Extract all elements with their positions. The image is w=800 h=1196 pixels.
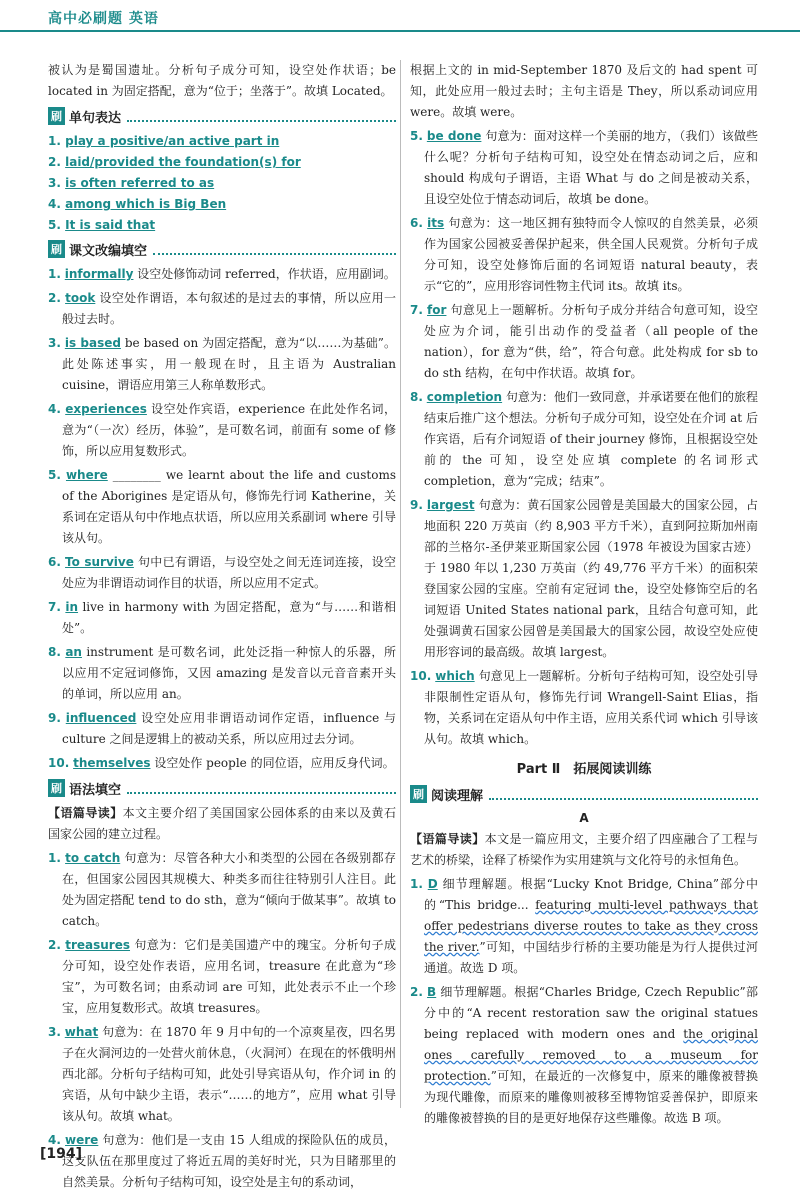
section-grammar-fill [48, 777, 396, 799]
section-reading [410, 783, 758, 805]
passage-guide: 【语篇导读】本文主要介绍了美国国家公园体系的由来以及黄石国家公园的建立过程。 [48, 806, 396, 841]
fill-item: 8. an instrument 是可数名词，此处泛指一种惊人的乐器，所以应用不定冠词修饰，又因 amazing 是发音以元音音素开头的单词，所以应用 an。 [48, 645, 396, 701]
part-title: Part Ⅱ 拓展阅读训练 [516, 762, 652, 777]
fill-item: 10. themselves 设空处作 people 的同位语，应用反身代词。 [48, 756, 395, 770]
sentence-answer: 2. laid/provided the foundation(s) for [48, 155, 301, 169]
fill-item: 6. To survive 句中已有谓语，与设空处之间无连词连接，设空处应为非谓语动词作目的状语，所以应用不定式。 [48, 555, 396, 590]
section-badge: 刷 [410, 785, 427, 803]
section-sentence-expression [48, 105, 396, 127]
section-dotted-rule [127, 110, 396, 122]
header-title: 高中必刷题 英语 [48, 11, 159, 27]
right-intro: 根据上文的 in mid-September 1870 及后文的 had spent 可知，此处应用一般过去时；主句主语是 They，所以系动词应用 were。故填 were。 [410, 63, 758, 119]
section-title: 课文改编填空 [69, 243, 148, 259]
header-rule [0, 30, 800, 32]
grammar-item: 6. its 句意为：这一地区拥有独特而令人惊叹的自然美景，必须作为国家公园被妥善保护起来，供全国人民观赏。分析句子成分可知，设空处修饰后面的名词短语 natural beauty，表示“它的”，应用形容词性物主代词 its。故填 its。 [410, 216, 758, 293]
sentence-answer: 1. play a positive/an active part in [48, 134, 280, 148]
grammar-item: 8. completion 句意为：他们一致同意，并承诺要在他们的旅程结束后推广这个想法。分析句子成分可知，设空处在介词 at 后作宾语，后有介词短语 of their journey 修饰，且根据设空处前的 the 可知，设空处应填 complete 的名词形式 completion，意为“完成；结束”。 [410, 390, 758, 488]
sentence-answer: 3. is often referred to as [48, 176, 215, 190]
fill-item: 4. experiences 设空处作宾语，experience 在此处作名词，意为“（一次）经历，体验”，是可数名词，前面有 some of 修饰，所以应用复数形式。 [48, 402, 396, 458]
grammar-item: 4. were 句意为：他们是一支由 15 人组成的探险队伍的成员，这支队伍在那里度过了将近五周的美好时光，只为目睹那里的自然美景。分析句子结构可知，设空处是主句的系动词， [48, 1133, 396, 1189]
fill-item: 9. influenced 设空处应用非谓语动词作定语，influence 与 culture 之间是逻辑上的被动关系，所以应用过去分词。 [48, 711, 396, 746]
sentence-answers [48, 131, 396, 236]
page-number: [194] [40, 1146, 83, 1162]
grammar-item: 3. what 句意为：在 1870 年 9 月中旬的一个凉爽星夜，四名男子在火洞河边的一处营火前休息，（火洞河）在现在的怀俄明州西北部。分析句子结构可知，此处引导宾语从句，作介词 in 的宾语，从句中缺少主语，表示“……的地方”，应用 what 引导该从句。故填 what。 [48, 1025, 396, 1123]
left-intro: 被认为是蜀国遗址。分析句子成分可知，设空处作状语；be located in 为固定搭配，意为“位于；坐落于”。故填 Located。 [48, 63, 396, 98]
passage-letter: A [579, 811, 589, 825]
grammar-item: 9. largest 句意为：黄石国家公园曾是美国最大的国家公园，占地面积 220 万英亩（约 8,903 平方千米），直到阿拉斯加州南部的兰格尔-圣伊莱亚斯国家公园（1978 年被设为国家古迹）于 1980 年以 1,230 万英亩（约 49,776 平方千米）的面积荣登国家公园的宝座。空前有定冠词 the，设空处修饰空后的名词短语 United States national park，且结合句意可知，此处强调黄石国家公园曾是美国最大的国家公园，故设空处应使用形容词的最高级。故填 largest。 [410, 498, 758, 659]
grammar-item: 1. to catch 句意为：尽管各种大小和类型的公园在各级别都存在，但国家公园因其规模大、种类多而往往特别引人注目。此处为固定搭配 tend to do sth，意为“倾向于做某事”。故填 to catch。 [48, 851, 396, 928]
reading-item: 2. B 细节理解题。根据“Charles Bridge, Czech Republic”部分中的“A recent restoration saw the original statues being replaced with modern ones and the original ones carefully removed to a museum for protection.”可知，在最近的一次修复中，原来的雕像被替换为现代雕像，而原来的雕像则被移至博物馆妥善保护，即原来的雕像被替换的目的是更好地保存这些雕像。故选 B 项。 [410, 985, 758, 1125]
column-divider [400, 60, 401, 1108]
sentence-answer: 4. among which is Big Ben [48, 197, 227, 211]
grammar-item: 5. be done 句意为：面对这样一个美丽的地方，（我们）该做些什么呢？分析句子结构可知，设空处在情态动词之后，应和 should 构成句子谓语，主语 What 与 do 之间是被动关系，且设空处位于情态动词后，故填 be done。 [410, 129, 758, 206]
left-column [48, 60, 396, 1196]
grammar-item: 2. treasures 句意为：它们是美国遗产中的瑰宝。分析句子成分可知，设空处作表语，应用名词，treasure 在此意为“珍宝”，为可数名词；由系动词 are 可知，此处表示不止一个珍宝，应用复数形式。故填 treasures。 [48, 938, 396, 1015]
section-badge: 刷 [48, 240, 65, 258]
section-title: 语法填空 [69, 782, 122, 798]
fill-item: 2. took 设空处作谓语，本句叙述的是过去的事情，所以应用一般过去时。 [48, 291, 396, 326]
fill-item: 5. where ________ we learnt about the life and customs of the Aborigines 是定语从句，修饰先行词 Katherine，关系词在定语从句中作地点状语，所以应用关系副词 where 引导该从句。 [48, 468, 396, 545]
grammar-item: 7. for 句意见上一题解析。分析句子成分并结合句意可知，设空处应为介词，能引出动作的受益者（all people of the nation），for 意为“供，给”，符合句意。此处构成 for sb to do sth 结构，在句中作状语。故填 for。 [410, 303, 758, 380]
section-text-fill [48, 238, 396, 260]
section-badge: 刷 [48, 107, 65, 125]
section-dotted-rule [153, 243, 396, 255]
reading-item: 1. D 细节理解题。根据“Lucky Knot Bridge, China”部分中的“This bridge... featuring multi-level pathways that offer pedestrians diverse routes to take as they cross the river.”可知，中国结步行桥的主要功能是为行人提供过河通道。故选 D 项。 [410, 877, 759, 975]
fill-item: 7. in live in harmony with 为固定搭配，意为“与……和谐相处”。 [48, 600, 396, 635]
section-dotted-rule [489, 788, 758, 800]
fill-item: 1. informally 设空处修饰动词 referred，作状语，应用副词。 [48, 267, 396, 281]
right-column [410, 60, 758, 1132]
passage-guide: 【语篇导读】本文是一篇应用文，主要介绍了四座融合了工程与艺术的桥梁，诠释了桥梁作为实用建筑与文化符号的永恒角色。 [410, 832, 758, 867]
section-title: 单句表达 [69, 110, 122, 126]
section-dotted-rule [127, 782, 396, 794]
quote-underline: the original ones carefully removed to a museum for protection. [424, 1027, 758, 1083]
grammar-item: 10. which 句意见上一题解析。分析句子结构可知，设空处引导非限制性定语从句，修饰先行词 Wrangell-Saint Elias，指物，关系词在定语从句中作主语，应用关系代词 which 引导该从句。故填 which。 [410, 669, 758, 746]
fill-item: 3. is based be based on 为固定搭配，意为“以……为基础”。此处陈述事实，用一般现在时，且主语为 Australian cuisine，谓语应用第三人称单数形式。 [48, 336, 396, 392]
sentence-answer: 5. It is said that [48, 218, 156, 232]
section-badge: 刷 [48, 779, 65, 797]
quote-underline: featuring multi-level pathways that offer pedestrians diverse routes to take as they cross the river. [424, 898, 758, 954]
section-title: 阅读理解 [431, 788, 484, 804]
